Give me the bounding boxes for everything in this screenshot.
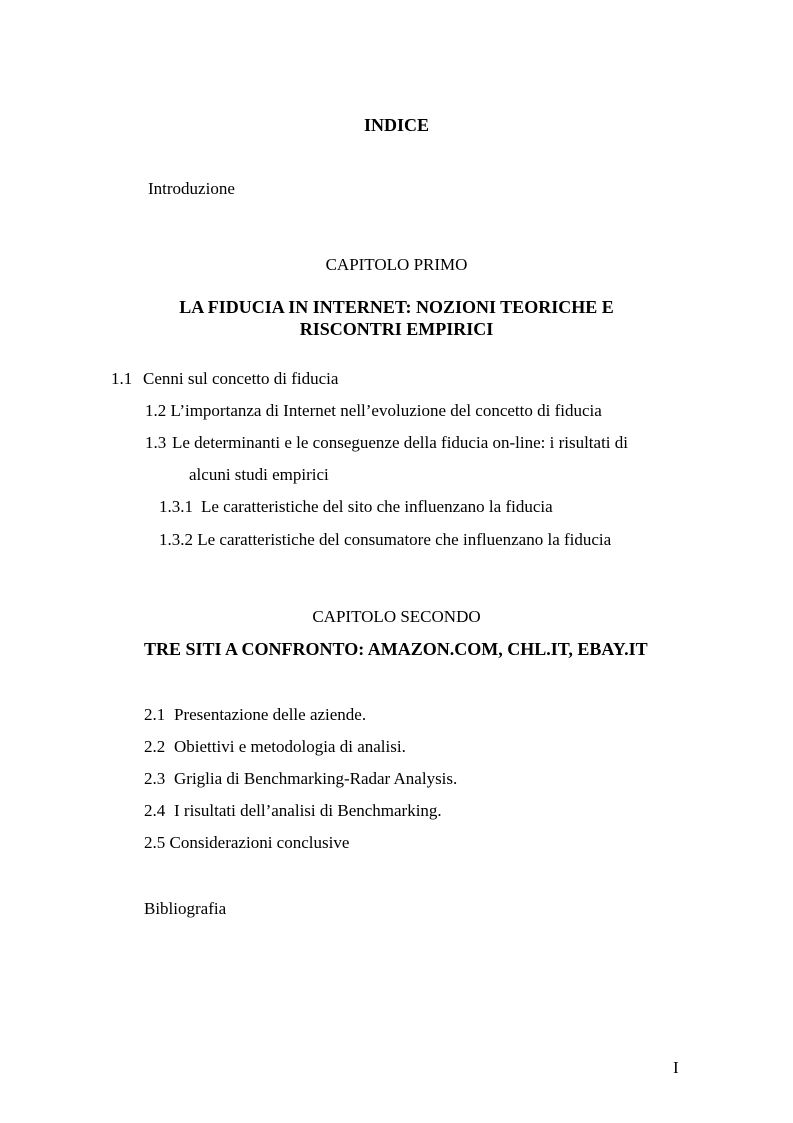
toc-entry-1-3-1[interactable] [159, 497, 553, 517]
toc-entry-2-2[interactable] [144, 737, 406, 757]
section-number: 1.3.2 [159, 530, 193, 549]
toc-entry-2-3[interactable] [144, 769, 457, 789]
toc-entry-1-3-2[interactable] [159, 530, 611, 550]
section-number: 1.1 [111, 369, 133, 388]
section-title: Cenni sul concetto di fiducia [143, 369, 339, 388]
toc-entry-1-1[interactable] [111, 369, 338, 389]
chapter2-label: CAPITOLO SECONDO [312, 607, 481, 626]
section-number: 2.5 [144, 833, 166, 852]
section-title: Obiettivi e metodologia di analisi. [174, 737, 406, 756]
toc-entry-2-1[interactable] [144, 705, 366, 725]
chapter2-title: TRE SITI A CONFRONTO: AMAZON.COM, CHL.IT, EBAY.IT [144, 639, 648, 659]
section-number: 2.1 [144, 705, 166, 724]
section-number: 2.2 [144, 737, 166, 756]
section-title: Presentazione delle aziende. [174, 705, 367, 724]
index-title: INDICE [363, 115, 429, 135]
chapter1-title-line1: LA FIDUCIA IN INTERNET: NOZIONI TEORICHE E [179, 297, 614, 317]
section-title: I risultati dell’analisi di Benchmarking. [174, 801, 442, 820]
chapter1-title-line2: RISCONTRI EMPIRICI [299, 319, 494, 339]
section-number: 1.3 [145, 433, 167, 452]
toc-entry-introduction[interactable]: Introduzione [148, 179, 235, 198]
section-title: Le caratteristiche del sito che influenzano la fiducia [201, 497, 553, 516]
toc-entry-bibliography[interactable]: Bibliografia [144, 899, 227, 918]
section-title: Considerazioni conclusive [169, 833, 350, 852]
toc-entry-1-3[interactable] [145, 433, 628, 453]
toc-entry-2-5[interactable] [144, 833, 349, 853]
section-title: L’importanza di Internet nell’evoluzione del concetto di fiducia [170, 401, 602, 420]
toc-entry-2-4[interactable] [144, 801, 442, 821]
toc-entry-1-2[interactable] [145, 401, 602, 421]
section-number: 2.3 [144, 769, 166, 788]
section-number: 1.2 [145, 401, 167, 420]
section-title: Le determinanti e le conseguenze della fiducia on-line: i risultati di [172, 433, 628, 452]
section-title: Le caratteristiche del consumatore che influenzano la fiducia [197, 530, 612, 549]
page-number: I [673, 1058, 679, 1077]
chapter1-label: CAPITOLO PRIMO [325, 255, 468, 274]
section-number: 2.4 [144, 801, 166, 820]
section-title: Griglia di Benchmarking-Radar Analysis. [174, 769, 458, 788]
section-number: 1.3.1 [159, 497, 193, 516]
toc-entry-1-3-continuation[interactable]: alcuni studi empirici [189, 465, 329, 484]
